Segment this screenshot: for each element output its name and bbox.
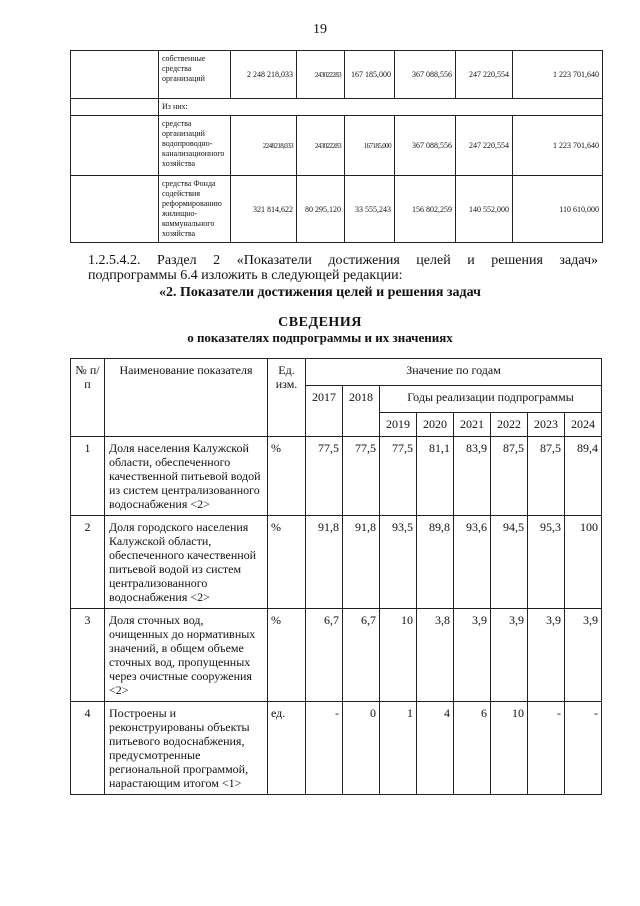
- indicator-value: 89,8: [417, 516, 454, 609]
- finance-cell: 1 223 701,640: [513, 116, 603, 176]
- indicator-value: 10: [380, 609, 417, 702]
- indicator-value: 77,5: [306, 437, 343, 516]
- indicator-value: 3,9: [565, 609, 602, 702]
- indicator-name: Доля городского населения Калужской области, обеспеченного качественной питьевой водой из систем централизованного водоснабжения <2>: [105, 516, 268, 609]
- indicator-value: 6: [454, 702, 491, 795]
- indicator-value: 89,4: [565, 437, 602, 516]
- indicator-value: 77,5: [380, 437, 417, 516]
- finance-cell: 110 610,000: [513, 176, 603, 243]
- indicator-value: 6,7: [343, 609, 380, 702]
- finance-row-own-funds: [71, 51, 603, 99]
- finance-cell: 2248218,033: [231, 116, 297, 176]
- indicator-value: 10: [491, 702, 528, 795]
- amendment-paragraph-line1: 1.2.5.4.2. Раздел 2 «Показатели достижения целей и решения задач»: [88, 253, 598, 268]
- indicator-value: 94,5: [491, 516, 528, 609]
- indicator-value: 77,5: [343, 437, 380, 516]
- indicator-value: 87,5: [528, 437, 565, 516]
- finance-empty-cell: [71, 116, 159, 176]
- header-unit: Ед. изм.: [268, 359, 306, 437]
- indicator-unit: %: [268, 609, 306, 702]
- header-subprogram-years: Годы реализации подпрограммы: [380, 386, 602, 413]
- header-year: 2020: [417, 413, 454, 437]
- finance-cell: 243022283: [297, 51, 345, 99]
- finance-row-label: средства организаций водопроводно-канализационного хозяйства: [159, 116, 231, 176]
- finance-cell: 80 295,120: [297, 176, 345, 243]
- indicator-value: 83,9: [454, 437, 491, 516]
- finance-cell: 2 248 218,033: [231, 51, 297, 99]
- indicator-number: 3: [71, 609, 105, 702]
- indicator-value: 1: [380, 702, 417, 795]
- indicator-row: [71, 437, 602, 516]
- indicator-row: [71, 609, 602, 702]
- indicator-row: [71, 516, 602, 609]
- header-year: 2024: [565, 413, 602, 437]
- indicator-value: -: [306, 702, 343, 795]
- finance-row-label: Из них:: [159, 99, 603, 116]
- finance-empty-cell: [71, 99, 159, 116]
- indicator-value: 91,8: [343, 516, 380, 609]
- section-heading: «2. Показатели достижения целей и решения задач: [159, 285, 481, 300]
- indicator-value: 91,8: [306, 516, 343, 609]
- indicator-value: 95,3: [528, 516, 565, 609]
- indicator-value: 3,9: [491, 609, 528, 702]
- indicator-value: 100: [565, 516, 602, 609]
- header-year: 2017: [306, 386, 343, 437]
- svedeniya-subtitle: о показателях подпрограммы и их значениях: [187, 330, 453, 345]
- finance-cell: 140 552,000: [456, 176, 513, 243]
- indicator-value: 3,9: [528, 609, 565, 702]
- indicator-name: Построены и реконструированы объекты питьевого водоснабжения, предусмотренные региональной программой, нарастающим итогом <1>: [105, 702, 268, 795]
- finance-cell: 367 088,556: [395, 51, 456, 99]
- header-indicator-name: Наименование показателя: [105, 359, 268, 437]
- indicator-unit: %: [268, 437, 306, 516]
- indicator-value: -: [565, 702, 602, 795]
- finance-cell: 167 185,000: [345, 51, 395, 99]
- finance-cell: 1 223 701,640: [513, 51, 603, 99]
- indicator-number: 2: [71, 516, 105, 609]
- finance-empty-cell: [71, 51, 159, 99]
- finance-row-label: собственные средства организаций: [159, 51, 231, 99]
- finance-cell: 243022283: [297, 116, 345, 176]
- header-year: 2023: [528, 413, 565, 437]
- indicator-value: 87,5: [491, 437, 528, 516]
- finance-cell: 156 802,259: [395, 176, 456, 243]
- indicator-value: 4: [417, 702, 454, 795]
- finance-row-fund: [71, 176, 603, 243]
- header-values-by-year: Значение по годам: [306, 359, 602, 386]
- finance-cell: 321 814,622: [231, 176, 297, 243]
- amendment-paragraph-line2: подпрограммы 6.4 изложить в следующей редакции:: [88, 268, 403, 283]
- finance-cell: 367 088,556: [395, 116, 456, 176]
- finance-row-label: средства Фонда содействия реформированию жилищно-коммунального хозяйства: [159, 176, 231, 243]
- indicator-number: 1: [71, 437, 105, 516]
- indicator-value: 93,6: [454, 516, 491, 609]
- indicators-table: [70, 358, 602, 795]
- finance-row-water-orgs: [71, 116, 603, 176]
- finance-row-of-which: [71, 99, 603, 116]
- indicator-row: [71, 702, 602, 795]
- header-number: № п/п: [71, 359, 105, 437]
- indicator-number: 4: [71, 702, 105, 795]
- header-year: 2018: [343, 386, 380, 437]
- indicator-value: 81,1: [417, 437, 454, 516]
- finance-cell: 167185,000: [345, 116, 395, 176]
- finance-cell: 247 220,554: [456, 51, 513, 99]
- finance-cell: 247 220,554: [456, 116, 513, 176]
- indicator-name: Доля сточных вод, очищенных до нормативных значений, в общем объеме сточных вод, пропущенных через очистные сооружения <2>: [105, 609, 268, 702]
- indicator-value: 93,5: [380, 516, 417, 609]
- indicator-unit: ед.: [268, 702, 306, 795]
- header-year: 2019: [380, 413, 417, 437]
- header-year: 2021: [454, 413, 491, 437]
- header-year: 2022: [491, 413, 528, 437]
- indicator-value: 3,9: [454, 609, 491, 702]
- indicator-value: -: [528, 702, 565, 795]
- indicator-value: 0: [343, 702, 380, 795]
- indicator-name: Доля населения Калужской области, обеспеченного качественной питьевой водой из систем централизованного водоснабжения <2>: [105, 437, 268, 516]
- svedeniya-title: СВЕДЕНИЯ: [278, 315, 362, 330]
- indicator-value: 3,8: [417, 609, 454, 702]
- indicator-unit: %: [268, 516, 306, 609]
- finance-table: [70, 50, 603, 243]
- finance-empty-cell: [71, 176, 159, 243]
- indicator-value: 6,7: [306, 609, 343, 702]
- finance-cell: 33 555,243: [345, 176, 395, 243]
- page-number: 19: [313, 22, 327, 37]
